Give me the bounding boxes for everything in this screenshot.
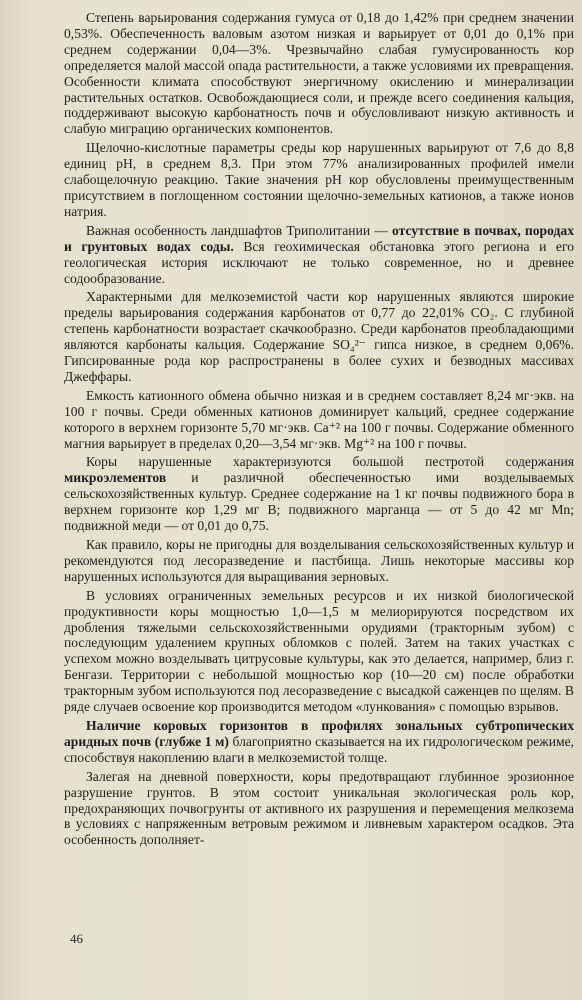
paragraph-erosion: Залегая на дневной поверхности, коры предотвращают глубинное эрозионное разрушение грунтов. В этом состоит уникальная экологическая роль кор, предохраняющих почвогрунты от активного их разрушения и перемещения мелкозема в условиях с напряженным ветровым режимом и ливневым характером осадков. Эта особенность дополняет- [64, 768, 574, 848]
paragraph-cation-exchange: Емкость катионного обмена обычно низкая и в среднем составляет 8,24 мг·экв. на 100 г почвы. Среди обменных катионов доминирует кальций, среднее содержание которого в верхнем горизонте 5,70 мг·экв. Ca⁺² на 100 г почвы. Содержание обменного магния варьирует в пределах 0,20—3,54 мг·экв. Mg⁺² на 100 г почвы. [64, 387, 574, 451]
paragraph-soda-lead: Важная особенность ландшафтов Триполитании — [86, 222, 393, 238]
paragraph-horizons [64, 718, 574, 766]
paragraph-horizons-bold: Наличие коровых горизонтов в профилях зональных субтропических аридных почв (глубже 1 м) [64, 717, 574, 749]
paragraph-humus: Степень варьирования содержания гумуса от 0,18 до 1,42% при среднем значении 0,53%. Обеспеченность валовым азотом низкая и варьирует от 0,01 до 0,1% при среднем содержании 0,04—3%. Чрезвычайно слабая гумусированность кор определяется малой массой опада растительности, а также условиями их превращения. Особенности климата способствуют энергичному окислению и минерализации растительных остатков. Освобождающиеся соли, и прежде всего соединения кальция, поддерживают высокую карбонатность почв и обусловливают низкую активность и слабую миграцию органических компонентов. [64, 10, 574, 137]
paragraph-horizons-tail: благоприятно сказывается на их гидрологическом режиме, способствуя накоплению влаги в мелкоземистой толще. [64, 733, 574, 765]
paragraph-microelements [64, 454, 574, 534]
paragraph-ph: Щелочно-кислотные параметры среды кор нарушенных варьируют от 7,6 до 8,8 единиц pH, в среднем 8,3. При этом 77% анализированных профилей имели слабощелочную реакцию. Такие значения pH кор обусловлены преимущественным присутствием в поглощенном состоянии щелочно-земельных катионов, а также ионов натрия. [64, 140, 574, 219]
page-number: 46 [70, 931, 83, 946]
paragraph-soda-bold: отсутствие в почвах, породах и грунтовых водах соды. [64, 222, 574, 254]
body-text [64, 10, 574, 851]
paragraph-micro-bold: микроэлементов [64, 470, 167, 486]
paragraph-carbonates: Характерными для мелкоземистой части кор нарушенных являются широкие пределы варьирования содержания карбонатов от 0,77 до 22,01% CO₂. С глубиной степень карбонатности возрастает скачкообразно. Среди карбонатов преобладающими являются карбонаты кальция. Содержание SO₄²⁻ гипса низкое, в среднем 0,06%. Гипсированные рода кор распространены в более сухих и безводных массивах Джеффары. [64, 289, 574, 384]
paragraph-cultivation: Как правило, коры не пригодны для возделывания сельскохозяйственных культур и рекомендуются под лесоразведение и пастбища. Лишь некоторые массивы кор нарушенных используются для выращивания зерновых. [64, 537, 574, 584]
paragraph-micro-lead: Коры нарушенные характеризуются большой пестротой содержания [86, 454, 574, 470]
paragraph-soda-tail: Вся геохимическая обстановка этого региона и его геологическая история исключают не только современное, но и древнее содообразование. [64, 238, 574, 286]
paragraph-soda [64, 223, 574, 287]
paragraph-micro-tail: и различной обеспеченностью ими возделываемых сельскохозяйственных культур. Среднее содержание на 1 кг почвы подвижного бора в верхнем горизонте кор 1,29 мг B; подвижного марганца — от 5 до 42 мг Mn; подвижной меди — от 0,01 до 0,75. [64, 470, 574, 534]
paragraph-melioration: В условиях ограниченных земельных ресурсов и их низкой биологической продуктивности коры мощностью 1,0—1,5 м мелиорируются посредством их дробления тяжелыми сельскохозяйственными орудиями (тракторным зубом) с последующим удалением крупных обломков с полей. Затем на таких участках с успехом можно возделывать цитрусовые культуры, как это делается, например, близ г. Бенгази. Территории с небольшой мощностью кор (10—20 см) после обработки тракторным зубом используются под лесоразведение с высадкой саженцев по щелям. В ряде случаев освоение кор производится методом «лункования» с помощью взрывов. [64, 587, 574, 715]
